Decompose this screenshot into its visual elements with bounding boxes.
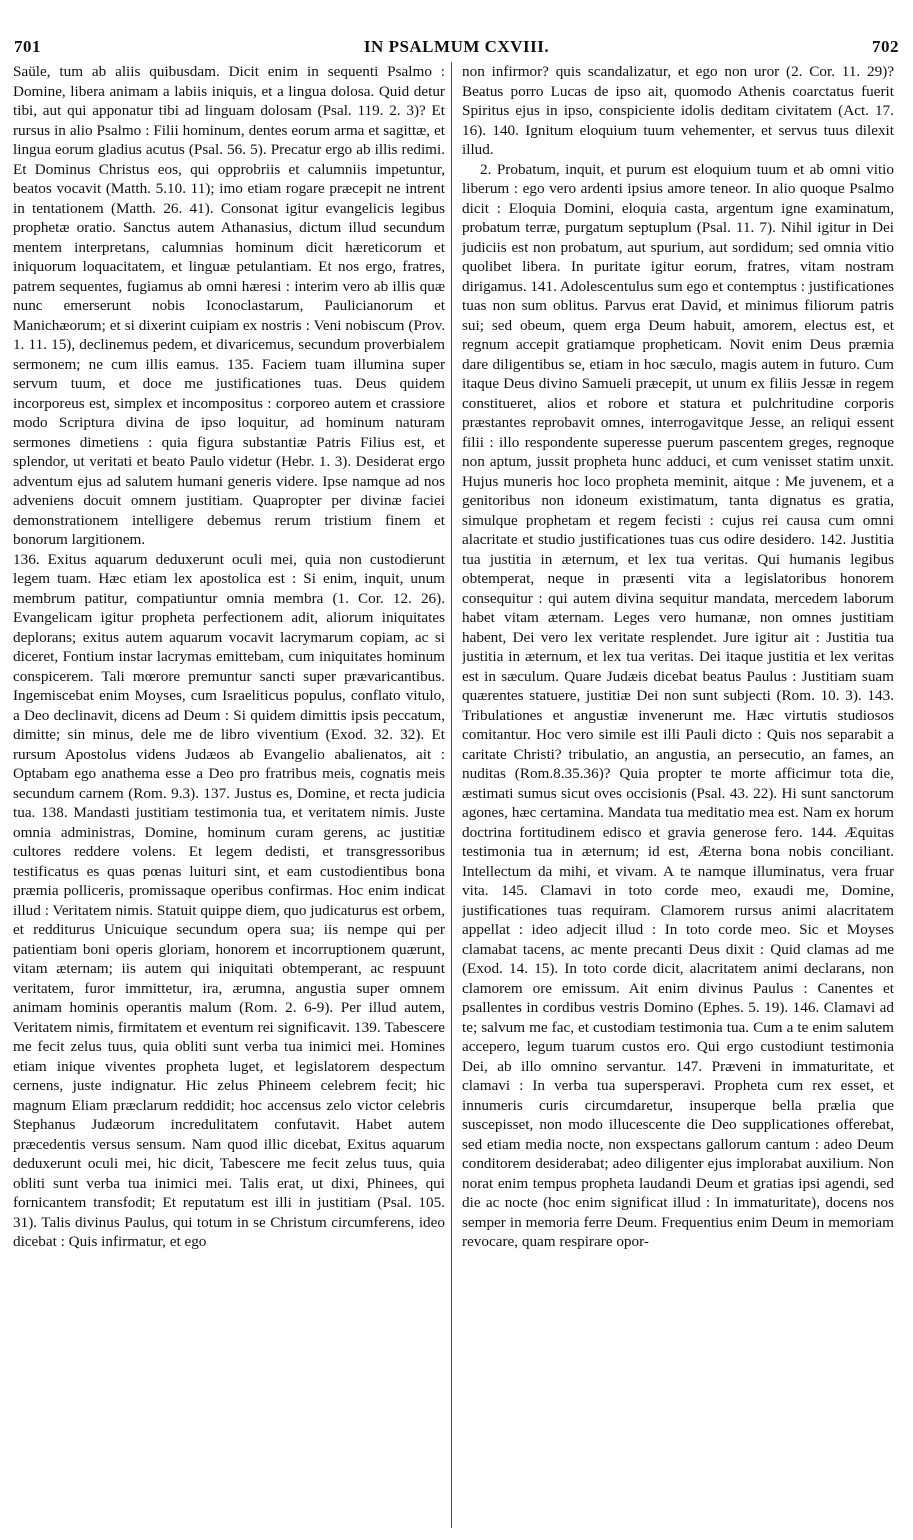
page-header — [14, 36, 899, 58]
column-divider — [451, 62, 452, 1528]
running-title: IN PSALMUM CXVIII. — [363, 37, 550, 56]
page-number-left: 701 — [14, 37, 41, 56]
right-paragraph-1: non infirmor? quis scandalizatur, et ego non uror (2. Cor. 11. 29)? Beatus porro Lucas de ipso ait, quomodo Athenis coarctatus fuerit Spiritus ejus in ipso, conspiciente idolis deditam civitatem (Act. 17. 16). 140. Ignitum eloquium tuum vehementer, et servus tuus dilexit illud. — [462, 63, 894, 158]
left-paragraph-1: Saüle, tum ab aliis quibusdam. Dicit enim in sequenti Psalmo : Domine, libera animam a labiis iniquis, et a lingua dolosa. Quid detur tibi, aut qui apponatur tibi ad linguam dolosam (Psal. 119. 2. 3)? Et rursus in alio Psalmo : Filii hominum, dentes eorum arma et sagittæ, et lingua eorum gladius acutus (Psal. 56. 5). Precatur ergo ab illis redimi. Et Dominus Christus eos, qui opprobriis et calumniis impetuntur, beatos vocavit (Matth. 5.10. 11); imo etiam rogare præcepit ne intrent in tentationem (Matth. 26. 41). Consonat igitur evangelicis legibus prophetæ oratio. Sanctus autem Athanasius, dictum illud secundum mentem interpretans, calumnias hominum dicit hæreticorum et iniquorum loquacitatem, et linguæ petulantiam. Et nos ergo, fratres, patrem sequentes, fugiamus ab omni hæresi : interim vero ab illis quæ nunc emerserunt nobis Iconoclastarum, Paulicianorum et Manichæorum; et si dixerint cuipiam ex nostris : Veni nobiscum (Prov. 1. 11. 15), declinemus pedem, et divaricemus, secundum proverbialem sermonem; ne cum illis eamus. 135. Faciem tuam illumina super servum tuum, et doce me justificationes tuas. Deus quidem incorporeus est, simplex et incompositus : corporeo autem et crassiore modo Scriptura divina de ipso loquitur, ad hominum naturam sermones dimetiens : quia figura substantiæ Patris Filius est, et splendor, ut veritati et beato Paulo videtur (Hebr. 1. 3). Desiderat ergo adventum ejus ad salutem humani generis videre. Ipse namque ad nos adveniens docuit omnem justitiam. Quapropter per divinæ faciei demonstrationem intelligere debemus rerum tristium finem et bonorum largitionem. — [13, 63, 445, 548]
left-column — [13, 62, 445, 1532]
right-paragraph-2: 2. Probatum, inquit, et purum est eloquium tuum et ab omni vitio liberum : ego vero ardenti ipsius amore teneor. In alio quoque Psalmo dicit : Eloquia Domini, eloquia casta, argentum igne examinatum, probatum terræ, purgatum septuplum (Psal. 11. 7). Nihil igitur in Dei judiciis est non probatum, aut spurium, aut sordidum; sed omnia vitio quolibet libera. In puritate igitur eorum, fratres, vitam nostram dirigamus. 141. Adolescentulus sum ego et contemptus : justificationes tuas non sum oblitus. Parvus erat David, et minimus filiorum patris sui; sed obeum, quem erga Deum habuit, amorem, electus est, et regnum accepit gratiamque propheticam. Novit enim Deus præmia dare diligentibus se, etiam in hoc sæculo, magis autem in futuro. Cum itaque Deus divino Samueli præcepit, ut unum ex filiis Jessæ in regem constitueret, alios et robore et statura et pulchritudine corporis præstantes reprobavit omnes, interrogavitque Jesse, an reliqui essent filii : illo respondente superesse puerum pascentem greges, regnoque non aptum, jussit propheta hunc adduci, et cum venisset statim unxit. Hujus muneris hoc loco propheta meminit, aitque : Me juvenem, et a genitoribus non idoneum existimatum, tanta dignatus es gratia, simulque prophetam et regem fecisti : cujus rei causa cum omni alacritate et studio justificationes tuas cus odire desidero. 142. Justitia tua justitia in æternum, et lex tua veritas. Qui humanis legibus obtemperat, neque in præsenti vita a legislatoribus honorem consequitur : qui autem divina sequitur mandata, mercedem laborum habet vitam æternam. Leges vero humanæ, non omnes justitiam habent, Dei vero lex veritate resplendet. Jure igitur ait : Justitia tua justitia in æternum, et lex tua veritas. Dei itaque justitia et lex veritas est in sæculum. Quare Judæis dicebat beatus Paulus : Justitiam suam quærentes statuere, justitiæ Dei non sunt subjecti (Rom. 10. 3). 143. Tribulationes et angustiæ invenerunt me. Hæc virtutis studiosos comitantur. Hoc vero simile est illi Pauli dicto : Quis nos separabit a caritate Christi? tribulatio, an angustia, an persecutio, an fames, an nuditas (Rom.8.35.36)? Quia propter te morte afficimur tota die, æstimati sumus sicut oves occisionis (Psal. 43. 22). Hi sunt sanctorum agones, hæc certamina. Mandata tua meditatio mea est. Nam ex horum doctrina fortitudinem edisco et gravia generose fero. 144. Æquitas testimonia tua in æternum; id est, Æterna bona nobis conciliant. Intellectum da mihi, et vivam. A te namque illuminatus, vera fruar vita. 145. Clamavi in toto corde meo, exaudi me, Domine, justificationes tuas requiram. Clamorem rursus animi alacritatem appellat : ideo adjecit illud : In toto corde meo. Sic et Moyses clamabat tacens, ac mente precanti Deus dixit : Quid clamas ad me (Exod. 14. 15). In toto corde dicit, alacritatem animi declarans, non clamorem ore emissum. Ait enim divinus Paulus : Canentes et psallentes in cordibus vestris Domino (Ephes. 5. 19). 146. Clamavi ad te; salvum me fac, et custodiam testimonia tua. Cum a te enim salutem accepero, legum tuarum custos ero. Qui ergo custodiunt testimonia Dei, ab illo omnino servantur. 147. Præveni in immaturitate, et clamavi : In verba tua supersperavi. Propheta cum rex esset, et innumeris curis circumdaretur, insuperque bella prælia que suscepisset, non modo illucescente die Deo supplicationes offerebat, sed etiam media nocte, non exspectans gallorum cantum : adeo Deum conditorem desiderabat; adeo diligenter ejus implorabat auxilium. Non norat enim tempus propheta laudandi Deum et gratias ipsi agendi, sed die ac nocte (hoc enim significat illud : In immaturitate), docens nos semper in memoria ferre Deum. Frequentius enim Deum in memoriam revocare, quam respirare opor- — [462, 160, 894, 1250]
left-paragraph-2: 136. Exitus aquarum deduxerunt oculi mei, quia non custodierunt legem tuam. Hæc etiam lex apostolica est : Si enim, inquit, unum membrum patitur, compatiuntur omnia membra (1. Cor. 12. 26). Evangelicam igitur propheta perfectionem adit, aliorum iniquitates deplorans; exitus autem aquarum vocavit lacrymarum copiam, ac si diceret, Fontium instar lacrymas emittebam, cum iniquitates hominum conspicerem. Tali mœrore premuntur sancti super prævaricantibus. Ingemiscebat enim Moyses, cum Israeliticus populus, conflato vitulo, a Deo declinavit, dicens ad Deum : Si quidem dimittis ipsis peccatum, dimitte; sin minus, dele me de libro viventium (Exod. 32. 32). Et rursum Apostolus videns Judæos ab Evangelio abalienatos, ait : Optabam ego anathema esse a Deo pro fratribus meis, cognatis meis secundum carnem (Rom. 9.3). 137. Justus es, Domine, et recta judicia tua. 138. Mandasti justitiam testimonia tua, et veritatem nimis. Juste omnia administras, Domine, hominum curam gerens, ac justitiæ cultores reddere volens. Et legem dedisti, et transgressoribus testificatus es quas pœnas luituri sint, et eam custodientibus bona præmia polliceris, promissaque operibus confirmas. Hoc enim indicat illud : Veritatem nimis. Statuit quippe diem, quo judicaturus est orbem, et redditurus Unicuique secundum opera sua; iis nempe qui per patientiam boni operis gloriam, honorem et incorruptionem quærunt, vitam æternam; iis autem qui iniquitati obtemperant, ac respuunt veritatem, furor immittetur, ira, ærumna, angustia super omnem animam hominis operantis malum (Rom. 2. 6-9). Per illud autem, Veritatem nimis, firmitatem et eventum rei significavit. 139. Tabescere me fecit zelus tuus, quia obliti sunt verba tua inimici mei. Homines etiam inique viventes propheta luget, et legislatorem despectum cernens, juste indignatur. Hic zelus Phineem celebrem fecit; hic magnum Eliam præclarum reddidit; hoc accensus zelo victor celebris Stephanus Judæorum incredulitatem confutavit. Habet autem præcedentis versus sensum. Nam quod illic dicebat, Exitus aquarum deduxerunt oculi mei, hic dicit, Tabescere me fecit zelus tuus, quia obliti sunt verba tua inimici mei. Talis erat, ut dixi, Phinees, qui fornicantem transfodit; Et reputatum est illi in justitiam (Psal. 105. 31). Talis divinus Paulus, qui totum in se Christum circumferens, ideo dicebat : Quis infirmatur, et ego — [13, 550, 445, 1250]
right-column — [462, 62, 894, 1532]
page-number-right: 702 — [872, 37, 899, 56]
